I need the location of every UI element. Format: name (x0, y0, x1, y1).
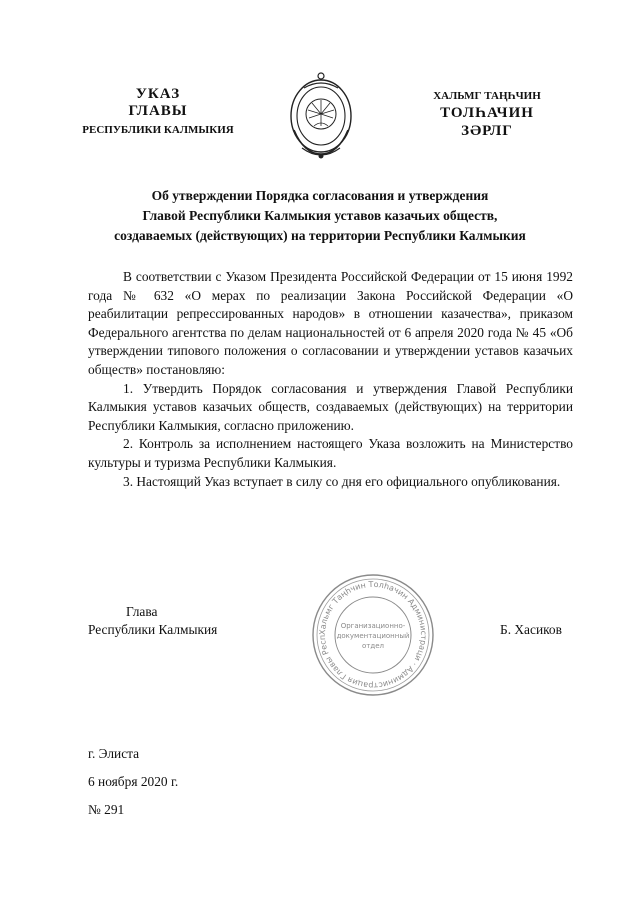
header-left (68, 86, 248, 138)
header-right-line1: ХАЛЬМГ ТАҢҺЧИН (433, 90, 541, 102)
header-left-line3: РЕСПУБЛИКИ КАЛМЫКИЯ (82, 124, 234, 136)
signatory-name: Б. Хасиков (500, 622, 562, 637)
signature-position-line1: Глава (126, 604, 158, 619)
decree-item-2: 2. Контроль за исполнением настоящего Указа возложить на Министерство культуры и туризма Республики Калмыкия. (88, 436, 573, 470)
stamp-inner-line2: документационный (336, 632, 410, 640)
signature-position (88, 603, 248, 639)
header-left-line2: ГЛАВЫ (128, 103, 188, 119)
title-line2: Главой Республики Калмыкия уставов казачьих обществ, (142, 208, 498, 223)
document-body (88, 268, 573, 491)
footer-date: 6 ноября 2020 г. (88, 774, 179, 789)
decree-item-3: 3. Настоящий Указ вступает в силу со дня его официального опубликования. (123, 473, 561, 489)
header-left-line1: УКАЗ (135, 86, 181, 102)
decree-item-1: 1. Утвердить Порядок согласования и утверждения Главой Республики Калмыкия уставов казачьих обществ, создаваемых (действующих) на территории Республики Калмыкия, согласно приложению. (88, 380, 573, 433)
official-stamp (310, 572, 436, 698)
title-line1: Об утверждении Порядка согласования и утверждения (151, 188, 489, 203)
preamble-paragraph: В соответствии с Указом Президента Российской Федерации от 15 июня 1992 года № 632 «О мерах по реализации Закона Российской Федерации «О реабилитации репрессированных народов» в отношении казачества», приказом Федерального агентства по делам национальностей от 6 апреля 2020 года № 45 «Об утверждении типового положения о согласовании и утверждении уставов казачьих обществ» постановляю: (88, 269, 573, 377)
header-right (418, 89, 556, 140)
stamp-inner-line3: отдел (362, 642, 384, 650)
title-line3: создаваемых (действующих) на территории Республики Калмыкия (114, 228, 526, 243)
footer-city: г. Элиста (88, 746, 140, 761)
header-right-line2: ТОЛҺАЧИН (440, 105, 534, 121)
document-title (60, 186, 580, 246)
stamp-outer-text: Хальмг Таңһчин Толһачин Администраци · Администрация Главы Респ (317, 579, 429, 691)
footer-number: № 291 (88, 802, 125, 817)
header-right-line3: ЗӘРЛГ (461, 123, 513, 139)
document-footer (88, 740, 178, 824)
stamp-inner-line1: Организационно- (340, 622, 406, 630)
signature-position-line2: Республики Калмыкия (88, 622, 218, 637)
kalmykia-coat-of-arms-icon (284, 70, 358, 162)
